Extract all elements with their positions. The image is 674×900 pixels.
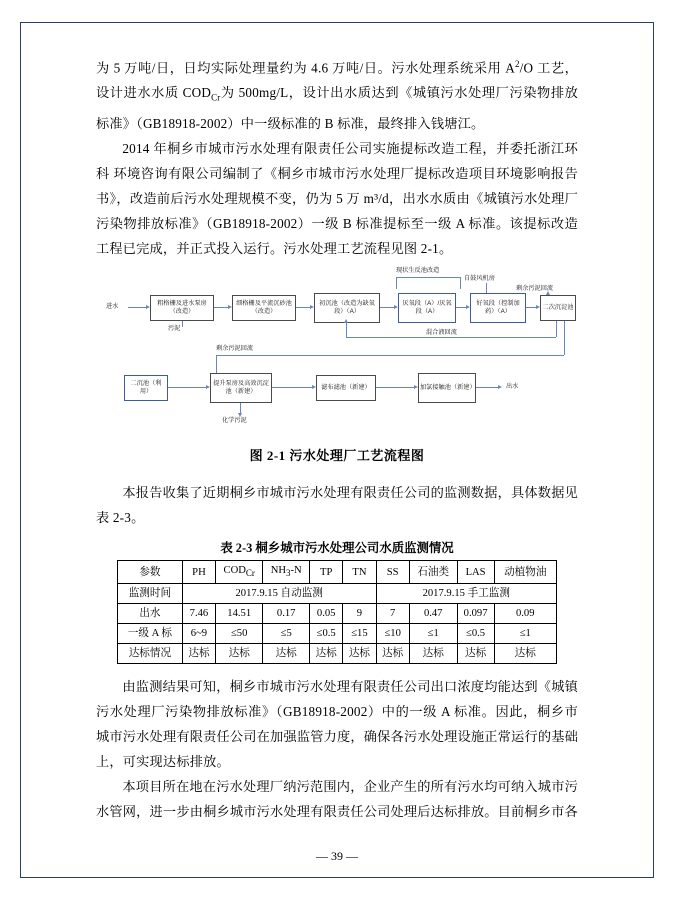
cell-manual-monitor: 2017.9.15 手工监测: [376, 584, 556, 604]
th-cod: $COD_{Cr}$: [216, 561, 263, 584]
th-param: 参数: [118, 561, 183, 584]
annotation-existing-bio-tank: 现状生反池改造: [396, 267, 440, 275]
node-outflow-label: 出水: [506, 383, 519, 391]
th-ph: PH: [182, 561, 215, 584]
th-ss: SS: [376, 561, 409, 584]
paragraph-5: 本项目所在地在污水处理厂纳污范围内，企业产生的所有污水均可纳入城市污水管网，进一步由桐乡城市污水处理有限责任公司处理后达标排放。目前桐乡市各: [96, 779, 578, 820]
cell-effluent-tp: 0.05: [310, 604, 343, 624]
cell-effluent-cod: 14.51: [216, 604, 263, 624]
cell-compliance-ss: 达标: [376, 644, 409, 664]
p1-seg-1: 为 5 万吨/日，日均实际处理量约为 4.6 万吨/日。污水处理系统采用 A: [96, 60, 515, 76]
node-chlorine-contact: 加氯接触池（新建）: [418, 373, 476, 403]
cell-compliance-cod: 达标: [216, 644, 263, 664]
row-label-monitor-time: 监测时间: [118, 584, 183, 604]
paragraph-2: 2014 年桐乡市城市污水处理有限责任公司实施提标改造工程，并委托浙江环科 环境咨询有限公司编制了《桐乡市城市污水处理厂提标改造项目环境影响报告书》，改造前后污水处理规模不变，仍为 5 万 m³/d，出水水质由《城镇污水处理厂污染物排放标准》（GB18918-2002）一级 B 标准提标至一级 A 标准。该提标改造工程已完成，并正式投入运行。污水处理工艺流程见图 2-1。: [96, 141, 578, 257]
diagram-line-top-2: [396, 277, 397, 289]
node-secondary-tank-reuse: 二沉池（利用）: [124, 375, 168, 401]
diagram-line-return-6: [216, 355, 217, 375]
cell-auto-monitor: 2017.9.15 自动监测: [182, 584, 376, 604]
cell-standard-cod: ≤50: [216, 624, 263, 644]
p1-seg-3: /O 工艺，设计进水水质 COD: [96, 60, 578, 101]
cell-effluent-tn: 9: [343, 604, 376, 624]
cell-effluent-nh3n: 0.17: [263, 604, 310, 624]
paragraph-1: [96, 52, 578, 136]
cell-compliance-oil: 达标: [409, 644, 457, 664]
cell-effluent-las: 0.097: [457, 604, 494, 624]
diagram-line-9-10: [376, 387, 416, 388]
th-tp: TP: [310, 561, 343, 584]
cell-standard-tp: ≤0.5: [310, 624, 343, 644]
node-coarse-screen: 粗格栅及进水泵房（改造）: [150, 295, 214, 321]
node-cloth-filter: 滤布滤池（新建）: [316, 375, 376, 401]
diagram-line-top-1: [396, 277, 460, 278]
th-las: LAS: [457, 561, 494, 584]
diagram-line-sludge: [182, 321, 183, 327]
cell-compliance-tn: 达标: [343, 644, 376, 664]
cell-effluent-ss: 7: [376, 604, 409, 624]
p1-seg-5: 为 500mg/L，设计出水质达到《城镇污水处理厂污染物排放标准》（GB18918-2002）中一级标准的 B 标准，最终排入钱塘江。: [96, 85, 579, 132]
annotation-sludge: 污泥: [168, 325, 181, 333]
node-primary-settling: 初沉池（改造为缺氧段）（A）: [314, 293, 380, 323]
cell-standard-ss: ≤10: [376, 624, 409, 644]
diagram-line-return-2: [556, 321, 557, 337]
water-quality-table: [117, 560, 557, 664]
cell-compliance-las: 达标: [457, 644, 494, 664]
diagram-line-return-3: [346, 323, 347, 337]
node-pump-house-clarifier: 提升泵房及高效沉淀池（新建）: [210, 373, 272, 403]
cell-standard-ph: 6~9: [182, 624, 215, 644]
process-flow-diagram: [96, 267, 578, 435]
annotation-excess-sludge-yard: 剩余污泥回流: [516, 285, 554, 293]
annotation-excess-sludge-return: 剩余污泥回流: [216, 345, 254, 353]
annotation-mixed-liquor-return: 混合液回流: [426, 329, 457, 337]
th-animal-oil: 动植物油: [494, 561, 556, 584]
th-nh3n: $NH_3-N$: [263, 561, 310, 584]
table-row: [118, 584, 557, 604]
page-content: [96, 52, 578, 824]
table-caption: 表 2-3 桐乡城市污水处理公司水质监测情况: [220, 541, 454, 556]
p1-superscript: 2: [514, 59, 520, 69]
node-inflow-label: 进水: [106, 303, 119, 311]
th-oil: 石油类: [409, 561, 457, 584]
row-label-grade-a: 一级 A 标: [118, 624, 183, 644]
table-row: [118, 644, 557, 664]
node-aerobic-stage: 好氧段（控制加药）（A）: [470, 293, 526, 323]
cell-compliance-ph: 达标: [182, 644, 215, 664]
cell-standard-oil: ≤1: [409, 624, 457, 644]
node-anaerobic-stage: 厌氧段（A）/厌氧段（A）: [398, 293, 456, 323]
cell-compliance-nh3n: 达标: [263, 644, 310, 664]
paragraph-4: 由监测结果可知，桐乡市城市污水处理有限责任公司出口浓度均能达到《城镇污水处理厂污染物排放标准》（GB18918-2002）中的一级 A 标准。因此，桐乡市城市污水处理有限责任公司在加强监管力度，确保各污水处理设施正常运行的基础上，可实现达标排放。: [96, 679, 578, 770]
table-row: [118, 624, 557, 644]
cell-compliance-animal-oil: 达标: [494, 644, 556, 664]
diagram-line-return-1: [346, 337, 556, 338]
figure-caption: 图 2-1 污水处理厂工艺流程图: [249, 448, 425, 464]
row-label-effluent: 出水: [118, 604, 183, 624]
cell-effluent-animal-oil: 0.09: [494, 604, 556, 624]
th-tn: TN: [343, 561, 376, 584]
page-number: — 39 —: [316, 849, 358, 863]
row-label-compliance: 达标情况: [118, 644, 183, 664]
annotation-blower-room: 自鼓风机房: [464, 275, 495, 283]
diagram-line-inflow: [128, 307, 148, 308]
diagram-line-return-4: [216, 355, 564, 356]
cell-standard-animal-oil: ≤1: [494, 624, 556, 644]
diagram-line-return-5: [564, 321, 565, 355]
annotation-chemical-sludge: 化学污泥: [222, 417, 247, 425]
node-secondary-clarifier: 二次沉淀池: [540, 295, 576, 321]
table-row: [118, 604, 557, 624]
cell-effluent-oil: 0.47: [409, 604, 457, 624]
diagram-arrow-return-3: [344, 319, 348, 323]
cell-standard-las: ≤0.5: [457, 624, 494, 644]
diagram-line-outflow: [476, 387, 500, 388]
cell-standard-tn: ≤15: [343, 624, 376, 644]
cell-compliance-tp: 达标: [310, 644, 343, 664]
diagram-line-8-9: [272, 387, 314, 388]
p1-subscript: Cr: [211, 93, 221, 104]
paragraph-3: 本报告收集了近期桐乡市城市污水处理有限责任公司的监测数据，具体数据见表 2-3。: [96, 485, 578, 526]
diagram-line-top-3: [460, 277, 461, 289]
table-header-row: [118, 561, 557, 584]
cell-effluent-ph: 7.46: [182, 604, 215, 624]
cell-standard-nh3n: ≤5: [263, 624, 310, 644]
node-fine-screen: 细格栅及平流沉砂池（改造）: [232, 295, 296, 321]
diagram-arrow-outflow: [498, 385, 502, 389]
diagram-line-7-8: [168, 387, 208, 388]
